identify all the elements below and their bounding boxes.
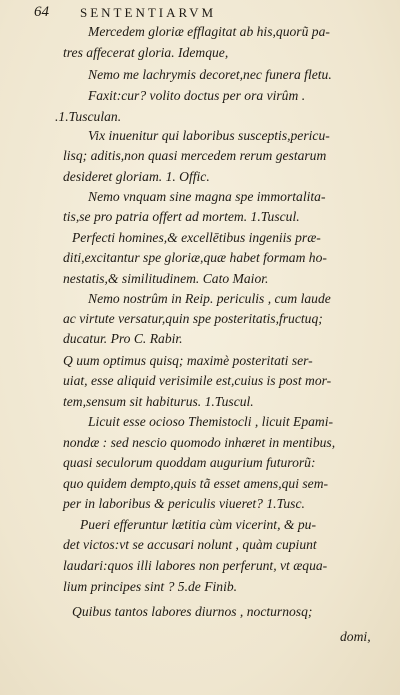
text-line: Vix inuenitur qui laboribus susceptis,pericu- [88, 128, 330, 143]
page-number: 64 [34, 4, 49, 20]
text-line: tem,sensum sit habiturus. 1.Tuscul. [63, 394, 254, 409]
text-line: nondæ : sed nescio quomodo inhæret in mentibus, [63, 435, 336, 450]
text-line: det victos:vt se accusari nolunt , quàm cupiunt [63, 537, 317, 552]
text-line: Pueri efferuntur lætitia cùm vicerint, & pu- [80, 517, 316, 532]
text-line: lium principes sint ? 5.de Finib. [63, 579, 238, 594]
text-line: quo quidem dempto,quis tã esset amens,qui sem- [63, 476, 329, 491]
text-line: uiat, esse aliquid verisimile est,cuius is post mor- [63, 373, 332, 388]
text-line: Perfecti homines,& excellētibus ingeniis præ- [72, 230, 321, 245]
text-line: Faxit:cur? volito doctus per ora virûm . [88, 88, 306, 103]
text-line: quasi seculorum quoddam augurium futurorũ: [63, 455, 316, 470]
text-line: nestatis,& similitudinem. Cato Maior. [63, 271, 269, 286]
text-line: Quibus tantos labores diurnos , nocturnosq; [72, 604, 313, 619]
text-line: Mercedem gloriæ efflagitat ab his,quorũ pa- [88, 24, 330, 39]
text-line: .1.Tusculan. [55, 109, 122, 124]
text-line: diti,excitantur spe gloriæ,quæ habet formam ho- [63, 250, 327, 265]
text-line: ducatur. Pro C. Rabir. [63, 331, 183, 346]
text-line: Nemo me lachrymis decoret,nec funera fletu. [88, 67, 332, 82]
text-line: Nemo nostrûm in Reip. periculis , cum laude [88, 291, 331, 306]
text-line: desideret gloriam. 1. Offic. [63, 169, 210, 184]
text-line: tis,se pro patria offert ad mortem. 1.Tuscul. [63, 209, 300, 224]
text-line: Q uum optimus quisq; maximè posteritati ser- [63, 353, 313, 368]
text-line: Nemo vnquam sine magna spe immortalita- [88, 189, 326, 204]
page-header [34, 4, 384, 22]
catchword: domi, [340, 629, 371, 644]
text-line: per in laboribus & periculis viueret? 1.Tusc. [63, 496, 305, 511]
running-head: SENTENTIARVM [80, 5, 217, 20]
text-line: tres affecerat gloria. Idemque, [63, 45, 229, 60]
text-line: laudari:quos illi labores non perferunt, vt æqua- [63, 558, 328, 573]
text-line: lisq; aditis,non quasi mercedem rerum gestarum [63, 148, 327, 163]
text-line: Licuit esse ocioso Themistocli , licuit Epami- [88, 414, 334, 429]
text-line: ac virtute versatur,quin spe posteritatis,fructuq; [63, 311, 323, 326]
